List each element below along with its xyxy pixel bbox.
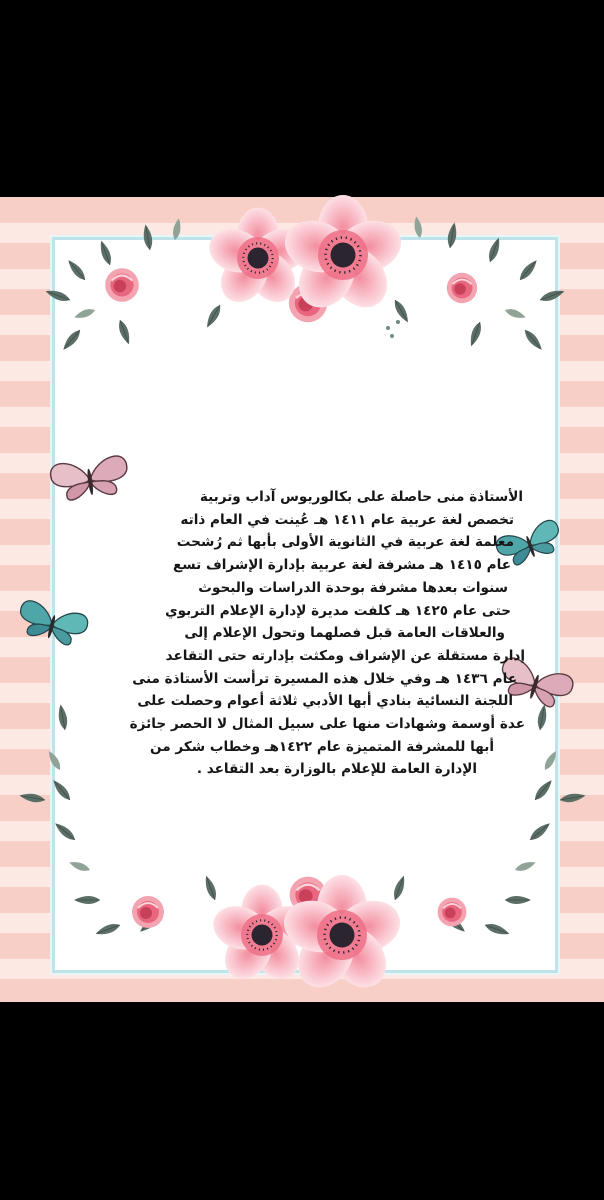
- bio-line: عام ١٤٣٦ هـ وفي خلال هذه المسيرة ترأست الأستاذة منى: [132, 670, 517, 687]
- bio-line: اللجنة النسائية بنادي أبها الأدبي ثلاثة أعوام وحصلت على: [137, 693, 513, 710]
- bio-line: سنوات بعدها مشرفة بوحدة الدراسات والبحوث: [198, 579, 508, 596]
- bio-line: حتى عام ١٤٢٥ هـ كلفت مديرة لإدارة الإعلام التربوي: [165, 602, 511, 619]
- bio-line: عدة أوسمة وشهادات منها على سبيل المثال لا الحصر جائزة: [129, 716, 525, 733]
- bio-line: أبها للمشرفة المتميزة عام ١٤٢٢هـ وخطاب شكر من: [149, 738, 494, 755]
- top-wreath: [44, 195, 566, 352]
- bio-line: إدارة مستقلة عن الإشراف ومكثت بإدارته حتى التقاعد: [165, 647, 525, 664]
- bio-line: تخصص لغة عربية عام ١٤١١ هـ عُينت في العام ذاته: [180, 511, 514, 528]
- bio-line: والعلاقات العامة قبل فصلهما وتحول الإعلام إلى: [184, 625, 505, 642]
- bio-line: الإدارة العامة للإعلام بالوزارة بعد التقاعد .: [196, 761, 477, 778]
- bio-line: عام ١٤١٥ هـ مشرفة لغة عربية بإدارة الإشراف تسع: [173, 557, 511, 574]
- bottom-black-bar: [0, 1002, 604, 1200]
- bio-line: الأستاذة منى حاصلة على بكالوريوس آداب وتربية: [199, 489, 523, 505]
- bio-line: معلمة لغة عربية في الثانوية الأولى بأبها ثم رُشحت: [176, 534, 514, 551]
- biography-text: [32, 486, 526, 781]
